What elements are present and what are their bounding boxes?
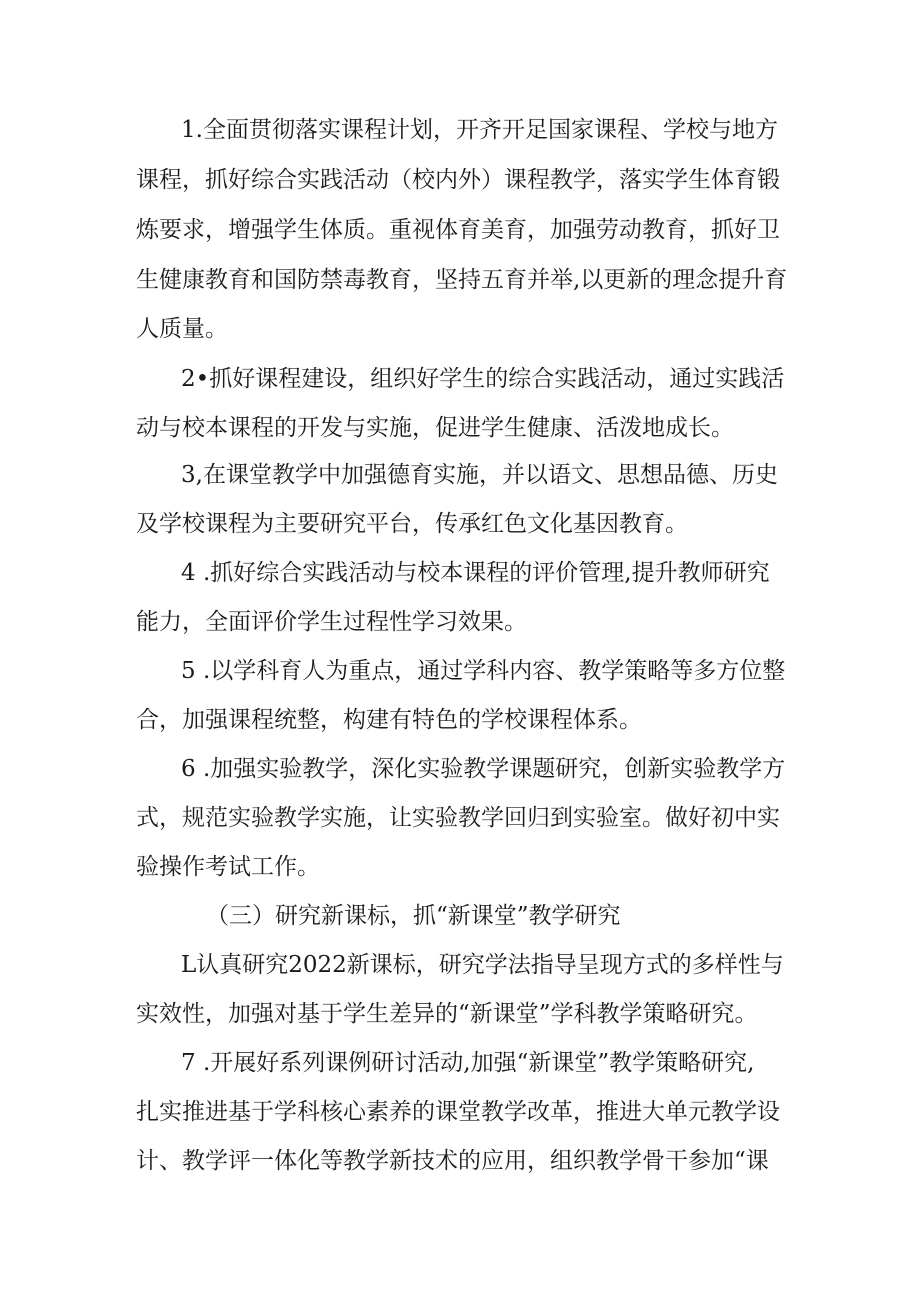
paragraph-3-line-2: [0, 506, 920, 542]
paragraph-3-line-1: [0, 457, 920, 493]
paragraph-4-line-1: [0, 555, 920, 591]
text-line: 扎实推进基于学科核心素养的课堂教学改革，推进大单元教学设: [136, 1099, 780, 1125]
text-line: 人质量。: [136, 316, 228, 342]
paragraph-1-line-1: [0, 112, 920, 148]
text-line: 3,在课堂教学中加强德育实施，并以语文、思想品德、历史: [181, 462, 778, 488]
paragraph-5-line-1: [0, 653, 920, 689]
text-line: 炼要求，增强学生体质。重视体育美育，加强劳动教育，抓好卫: [136, 217, 780, 243]
text-line: 4 .抓好综合实践活动与校本课程的评价管理,提升教师研究: [181, 560, 770, 586]
section-heading: [0, 898, 920, 934]
paragraph-6-line-3: [0, 849, 920, 885]
text-line: L认真研究2022新课标，研究学法指导呈现方式的多样性与: [181, 952, 784, 978]
text-line: 计、教学评一体化等教学新技术的应用，组织教学骨干参加“课: [136, 1148, 769, 1174]
paragraph-4-line-2: [0, 604, 920, 640]
text-line: 6 .加强实验教学，深化实验教学课题研究，创新实验教学方: [181, 756, 786, 782]
paragraph-8-line-2: [0, 1094, 920, 1130]
text-line: 生健康教育和国防禁毒教育，坚持五育并举,以更新的理念提升育: [136, 267, 788, 293]
paragraph-1-line-2: [0, 162, 920, 198]
text-line: 1.全面贯彻落实课程计划，开齐开足国家课程、学校与地方: [181, 117, 778, 143]
text-line: 式，规范实验教学实施，让实验教学回归到实验室。做好初中实: [136, 805, 780, 831]
paragraph-8-line-1: [0, 1045, 920, 1081]
paragraph-7-line-1: [0, 947, 920, 983]
paragraph-8-line-3: [0, 1143, 920, 1179]
paragraph-7-line-2: [0, 996, 920, 1032]
paragraph-5-line-2: [0, 702, 920, 738]
paragraph-1-line-4: [0, 262, 920, 298]
paragraph-2-line-2: [0, 410, 920, 446]
text-line: 动与校本课程的开发与实施，促进学生健康、活泼地成长。: [136, 415, 734, 441]
paragraph-6-line-1: [0, 751, 920, 787]
text-line: 5 .以学科育人为重点，通过学科内容、教学策略等多方位整: [181, 658, 786, 684]
heading-text: （三）研究新课标，抓“新课堂”教学研究: [206, 903, 621, 929]
text-line: 2•抓好课程建设，组织好学生的综合实践活动，通过实践活: [181, 366, 785, 392]
text-line: 能力，全面评价学生过程性学习效果。: [136, 609, 527, 635]
text-line: 课程，抓好综合实践活动（校内外）课程教学，落实学生体育锻: [136, 167, 780, 193]
paragraph-1-line-5: [0, 311, 920, 347]
text-line: 及学校课程为主要研究平台，传承红色文化基因教育。: [136, 511, 688, 537]
text-line: 实效性，加强对基于学生差异的“新课堂”学科教学策略研究。: [136, 1001, 758, 1027]
paragraph-1-line-3: [0, 212, 920, 248]
text-line: 验操作考试工作。: [136, 854, 320, 880]
text-line: 合，加强课程统整，构建有特色的学校课程体系。: [136, 707, 642, 733]
text-line: 7 .开展好系列课例研讨活动,加强“新课堂”教学策略研究,: [181, 1050, 755, 1076]
paragraph-6-line-2: [0, 800, 920, 836]
paragraph-2-line-1: [0, 361, 920, 397]
